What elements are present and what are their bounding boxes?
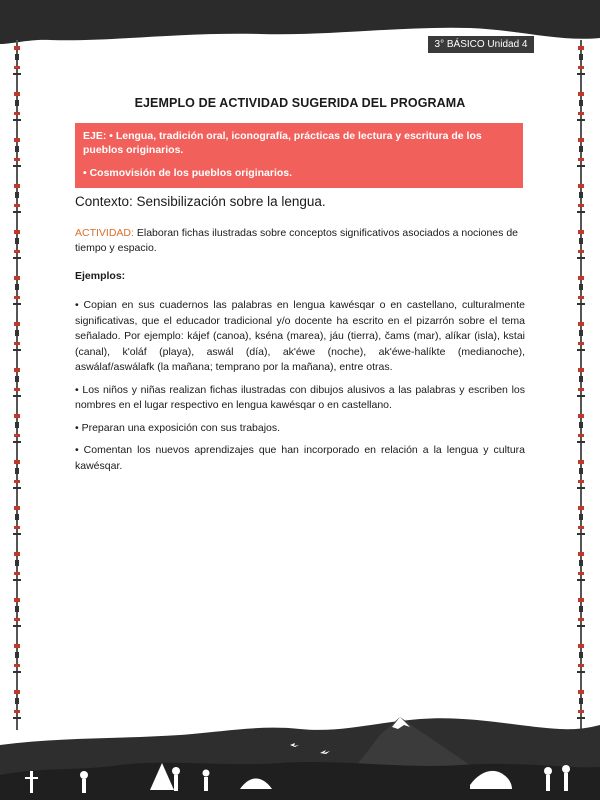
page-title: EJEMPLO DE ACTIVIDAD SUGERIDA DEL PROGRAMA xyxy=(134,96,466,110)
actividad-paragraph xyxy=(75,226,525,256)
contexto-heading: Contexto: Sensibilización sobre la lengua. xyxy=(75,194,326,209)
list-item: • Preparan una exposición con sus trabajos. xyxy=(75,421,281,434)
eje-line-1: EJE: • Lengua, tradición oral, iconografía, prácticas de lectura y escritura de los pueblos originarios. xyxy=(83,130,482,156)
actividad-label: ACTIVIDAD: xyxy=(75,227,134,239)
footer-landscape-illustration xyxy=(0,705,600,800)
actividad-text: Elaboran fichas ilustradas sobre conceptos significativos asociados a nociones de tiempo y espacio. xyxy=(75,227,518,254)
examples-list xyxy=(75,298,525,481)
eje-line-2: • Cosmovisión de los pueblos originarios. xyxy=(83,167,293,179)
left-decorative-border xyxy=(12,40,22,730)
list-item: • Copian en sus cuadernos las palabras en lengua kawésqar o en castellano, culturalmente significativas, que el educador tradicional y/o docente ha escrito en el pizarrón sobre el tema señalado. Por ejemplo: kájef (canoa), kséna (marea), jáu (tierra), čams (mar), alíkar (isla), kstai (canal), k'oláf (playa), aswál (día), ak'éwe (noche), ak'éwe-halíkte (medianoche), aswálaf/aswálafk (la mañana; temprano por la mañana), entre otras. xyxy=(75,299,525,373)
list-item: • Los niños y niñas realizan fichas ilustradas con dibujos alusivos a las palabras y escriben los nombres en el lugar respectivo en lengua kawésqar o en castellano. xyxy=(75,383,525,411)
right-decorative-border xyxy=(576,40,586,730)
eje-box xyxy=(75,123,523,188)
grade-unit-badge: 3° BÁSICO Unidad 4 xyxy=(427,35,535,54)
ejemplos-heading: Ejemplos: xyxy=(75,270,126,282)
list-item: • Comentan los nuevos aprendizajes que han incorporado en relación a la lengua y cultura kawésqar. xyxy=(75,444,525,472)
